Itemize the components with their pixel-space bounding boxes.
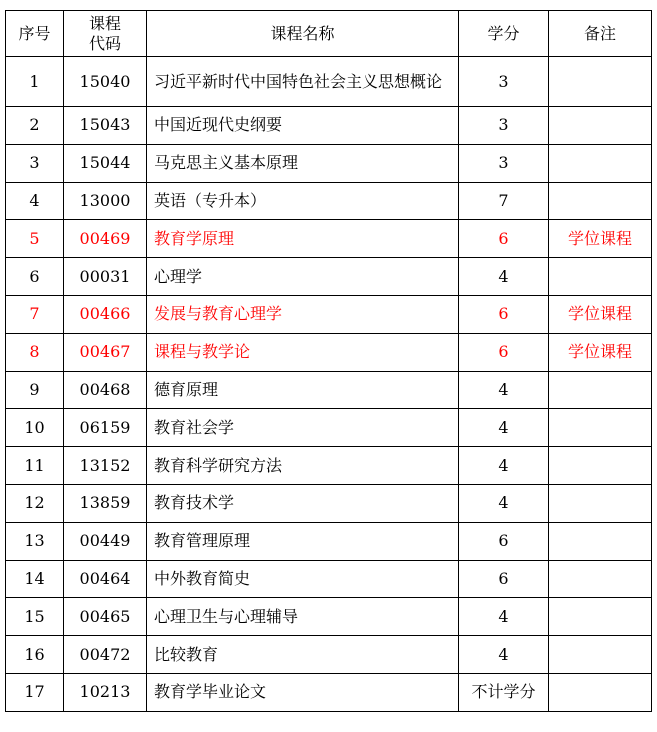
table-row [6,447,652,485]
row-note: 学位课程 [549,333,652,371]
table-row [6,484,652,522]
row-code: 00031 [64,258,147,296]
row-course-name: 课程与教学论 [147,333,459,371]
row-note [549,673,652,711]
row-course-name: 心理卫生与心理辅导 [147,598,459,636]
row-code: 15040 [64,57,147,107]
header-name: 课程名称 [147,11,459,57]
row-credit: 4 [459,371,549,409]
row-credit: 4 [459,636,549,674]
row-course-name: 中国近现代史纲要 [147,107,459,145]
row-course-name: 发展与教育心理学 [147,295,459,333]
table-row-degree-course [6,220,652,258]
table-row [6,258,652,296]
row-note: 学位课程 [549,295,652,333]
row-code: 10213 [64,673,147,711]
row-note [549,182,652,220]
row-code: 13859 [64,484,147,522]
table-row [6,522,652,560]
row-credit: 6 [459,295,549,333]
row-course-name: 教育社会学 [147,409,459,447]
row-seq: 16 [6,636,64,674]
row-credit: 4 [459,258,549,296]
row-code: 15043 [64,107,147,145]
row-seq: 10 [6,409,64,447]
row-seq: 6 [6,258,64,296]
row-course-name: 教育学毕业论文 [147,673,459,711]
row-code: 00466 [64,295,147,333]
row-code: 00449 [64,522,147,560]
row-code: 00472 [64,636,147,674]
row-note [549,371,652,409]
table-row [6,57,652,107]
header-code [64,11,147,57]
row-code: 13152 [64,447,147,485]
row-code: 13000 [64,182,147,220]
row-credit: 4 [459,409,549,447]
table-header-row [6,11,652,57]
row-seq: 5 [6,220,64,258]
table-row [6,371,652,409]
table-row [6,107,652,145]
row-seq: 8 [6,333,64,371]
row-credit: 3 [459,144,549,182]
row-seq: 11 [6,447,64,485]
row-seq: 1 [6,57,64,107]
row-note [549,560,652,598]
row-credit: 7 [459,182,549,220]
table-row [6,144,652,182]
header-code-line2: 代码 [88,33,121,53]
row-note [549,258,652,296]
row-seq: 4 [6,182,64,220]
row-seq: 13 [6,522,64,560]
table-row [6,598,652,636]
row-course-name: 心理学 [147,258,459,296]
row-code: 00464 [64,560,147,598]
row-course-name: 教育科学研究方法 [147,447,459,485]
header-note: 备注 [549,11,652,57]
row-seq: 17 [6,673,64,711]
row-seq: 3 [6,144,64,182]
row-note [549,57,652,107]
row-code: 00468 [64,371,147,409]
row-code: 00467 [64,333,147,371]
course-table [5,10,652,712]
table-row [6,560,652,598]
table-row-degree-course [6,295,652,333]
row-credit: 4 [459,598,549,636]
row-credit: 6 [459,220,549,258]
table-row [6,636,652,674]
row-code: 00465 [64,598,147,636]
row-code: 00469 [64,220,147,258]
header-credit: 学分 [459,11,549,57]
row-credit: 不计学分 [459,673,549,711]
row-note [549,598,652,636]
row-note [549,447,652,485]
row-note [549,409,652,447]
row-note [549,636,652,674]
row-credit: 3 [459,107,549,145]
row-note [549,107,652,145]
row-course-name: 英语（专升本） [147,182,459,220]
row-credit: 3 [459,57,549,107]
table-row-degree-course [6,333,652,371]
row-course-name: 习近平新时代中国特色社会主义思想概论 [147,57,459,107]
row-seq: 7 [6,295,64,333]
row-note [549,144,652,182]
row-credit: 6 [459,333,549,371]
table-row [6,409,652,447]
header-seq: 序号 [6,11,64,57]
row-code: 15044 [64,144,147,182]
row-credit: 6 [459,522,549,560]
row-credit: 4 [459,484,549,522]
row-note: 学位课程 [549,220,652,258]
row-course-name: 教育管理原理 [147,522,459,560]
row-course-name: 比较教育 [147,636,459,674]
table-row [6,182,652,220]
table-row [6,673,652,711]
row-course-name: 德育原理 [147,371,459,409]
row-course-name: 马克思主义基本原理 [147,144,459,182]
row-seq: 2 [6,107,64,145]
row-note [549,522,652,560]
header-code-line1: 课程 [88,13,121,33]
row-code: 06159 [64,409,147,447]
row-seq: 14 [6,560,64,598]
row-credit: 6 [459,560,549,598]
row-course-name: 中外教育简史 [147,560,459,598]
row-course-name: 教育学原理 [147,220,459,258]
row-seq: 9 [6,371,64,409]
row-seq: 12 [6,484,64,522]
row-course-name: 教育技术学 [147,484,459,522]
row-seq: 15 [6,598,64,636]
row-note [549,484,652,522]
row-credit: 4 [459,447,549,485]
